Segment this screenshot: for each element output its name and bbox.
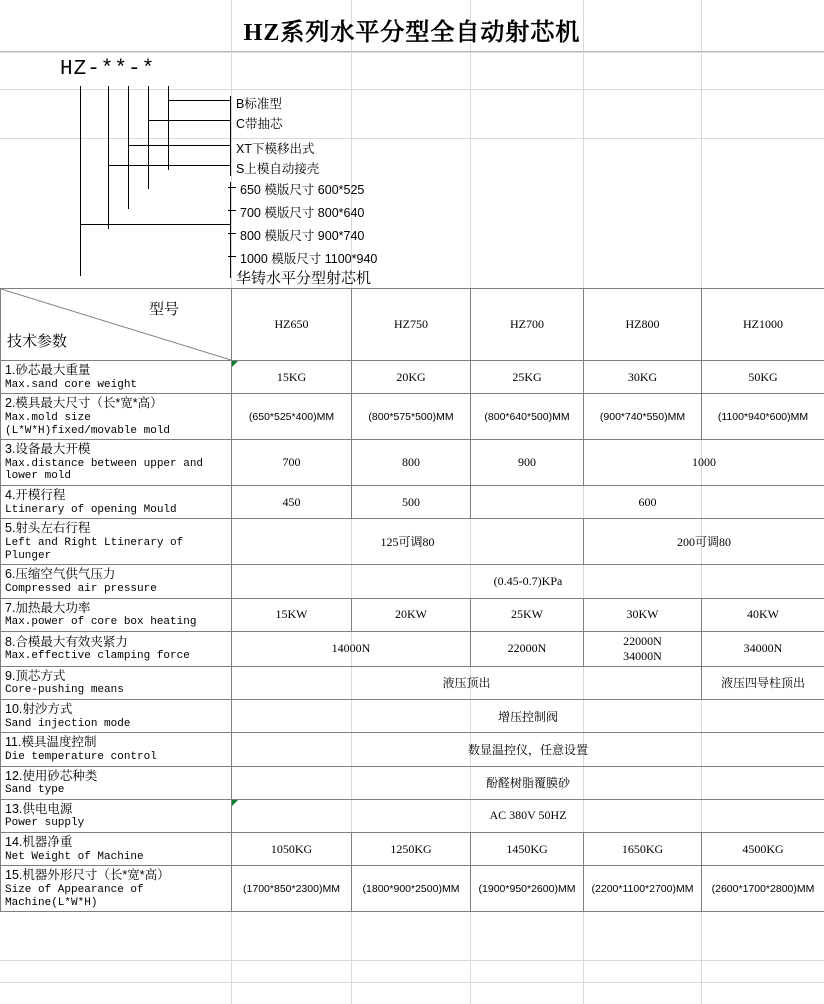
- model-header-1: HZ750: [352, 289, 471, 361]
- table-row: [1, 519, 824, 565]
- value-cell: [232, 866, 352, 912]
- value-text: 增压控制阀: [497, 709, 558, 724]
- table-row: [1, 733, 824, 766]
- leader-line: [80, 86, 81, 276]
- value-text: 22000N: [623, 633, 662, 648]
- leader-tick: [228, 256, 236, 257]
- value-text: 450: [282, 494, 301, 509]
- page-title: HZ系列水平分型全自动射芯机: [243, 20, 581, 46]
- param-cell: [1, 866, 232, 912]
- value-cell: [702, 866, 824, 912]
- value-cell: [584, 361, 702, 394]
- value-text: (0.45-0.7)KPa: [493, 573, 563, 588]
- param-label-cn: 11.模具温度控制: [5, 735, 97, 750]
- value-cell: [352, 598, 471, 631]
- param-label-en: Max.effective clamping force: [5, 650, 190, 663]
- leader-line: [148, 120, 230, 121]
- param-label-cn: 2.模具最大尺寸（长*宽*高）: [5, 396, 163, 411]
- table-row: [1, 565, 824, 598]
- value-text: 34000N: [623, 648, 662, 663]
- value-cell: [471, 440, 584, 486]
- param-label-en: Power supply: [5, 817, 85, 830]
- value-cell: [232, 361, 352, 394]
- value-cell: [471, 394, 584, 440]
- param-cell: [1, 631, 232, 666]
- table-row: [1, 486, 824, 519]
- value-text: 40KW: [747, 607, 779, 622]
- leader-tick: [228, 233, 236, 234]
- table-row: [1, 440, 824, 486]
- param-label-cn: 10.射沙方式: [5, 702, 73, 717]
- value-cell: [352, 866, 471, 912]
- param-cell: [1, 361, 232, 394]
- value-cell: [471, 486, 824, 519]
- value-text: 900: [518, 455, 536, 470]
- value-cell: [232, 833, 352, 866]
- value-text: 1000: [692, 455, 716, 470]
- value-text: 4500KG: [742, 841, 784, 856]
- param-cell: [1, 666, 232, 699]
- leader-line: [128, 86, 129, 209]
- value-cell: [584, 866, 702, 912]
- param-cell: [1, 833, 232, 866]
- value-text: 1050KG: [270, 841, 313, 856]
- value-text: (900*740*550)MM: [599, 411, 686, 424]
- value-text: 液压顶出: [442, 676, 491, 691]
- param-label-en: Net Weight of Machine: [5, 850, 144, 863]
- leader-spine: [230, 96, 231, 176]
- value-text: 600: [638, 494, 657, 509]
- param-label-en: Max.sand core weight: [5, 378, 138, 391]
- leader-line: [168, 100, 230, 101]
- value-text: 50KG: [748, 369, 778, 384]
- value-text: (1100*940*600)MM: [717, 411, 809, 424]
- param-label-cn: 9.顶芯方式: [5, 668, 66, 683]
- value-cell: [352, 440, 471, 486]
- value-text: AC 380V 50HZ: [489, 808, 567, 823]
- model-header-4: HZ1000: [702, 289, 824, 361]
- value-cell: [584, 519, 824, 565]
- value-cell: [232, 631, 471, 666]
- value-cell: [352, 394, 471, 440]
- leader-line: [108, 165, 230, 166]
- value-text: 1450KG: [506, 841, 548, 856]
- param-cell: [1, 598, 232, 631]
- value-text: 15KG: [276, 369, 307, 384]
- value-cell: [702, 666, 824, 699]
- param-label-cn: 8.合模最大有效夹紧力: [5, 634, 128, 649]
- param-cell: [1, 440, 232, 486]
- value-text: (650*525*400)MM: [248, 411, 335, 424]
- value-text: 700: [282, 455, 301, 470]
- value-cell: [471, 598, 584, 631]
- value-cell: [352, 486, 471, 519]
- legend-suffix-3: S上模自动接壳: [236, 162, 320, 176]
- value-text: 125可调80: [380, 535, 435, 550]
- param-label-en: Core-pushing means: [5, 684, 124, 697]
- model-code: HZ-**-*: [60, 58, 156, 81]
- leader-line: [108, 86, 109, 229]
- value-text: (800*640*500)MM: [484, 411, 570, 424]
- value-cell: [584, 833, 702, 866]
- param-label-en: Compressed air pressure: [5, 582, 157, 595]
- value-text: 20KG: [396, 369, 426, 384]
- param-cell: [1, 700, 232, 733]
- leader-line: [148, 86, 149, 189]
- value-cell: [702, 598, 824, 631]
- value-cell: [702, 833, 824, 866]
- param-cell: [1, 519, 232, 565]
- value-cell: [702, 631, 824, 666]
- value-text: 15KW: [275, 607, 308, 622]
- model-header-2: HZ700: [471, 289, 584, 361]
- value-text: 34000N: [743, 641, 783, 656]
- value-cell: [702, 394, 824, 440]
- value-cell: [232, 486, 352, 519]
- param-label-cn: 15.机器外形尺寸（长*宽*高）: [5, 868, 170, 883]
- leader-spine: [230, 182, 231, 278]
- value-text: (1800*900*2500)MM: [362, 883, 460, 896]
- value-cell: [352, 833, 471, 866]
- value-cell: [584, 440, 824, 486]
- title-row: [0, 0, 824, 52]
- param-label-en: Die temperature control: [5, 750, 157, 763]
- param-label-cn: 1.砂芯最大重量: [5, 363, 91, 377]
- value-cell: [232, 440, 352, 486]
- value-cell: [232, 394, 352, 440]
- param-label-en: Sand injection mode: [5, 717, 131, 730]
- model-header-3: HZ800: [584, 289, 702, 361]
- param-cell: [1, 486, 232, 519]
- value-text: 22000N: [507, 641, 547, 656]
- table-header-row: [1, 289, 824, 361]
- legend-suffix-1: C带抽芯: [236, 117, 283, 131]
- value-text: 25KG: [512, 369, 542, 384]
- value-cell: [232, 766, 824, 799]
- table-row: [1, 866, 824, 912]
- value-text: 1650KG: [621, 841, 664, 856]
- spec-table: [0, 288, 824, 912]
- value-cell: [471, 631, 584, 666]
- param-label-cn: 13.供电电源: [5, 801, 73, 816]
- table-row: [1, 361, 824, 394]
- value-cell: [584, 631, 702, 666]
- param-label-cn: 3.设备最大开模: [5, 442, 91, 457]
- value-cell: [232, 565, 824, 598]
- gridline: [0, 960, 824, 961]
- value-cell: [232, 666, 702, 699]
- value-text: 14000N: [331, 641, 371, 656]
- legend-size-3: 1000 模版尺寸 1100*940: [240, 252, 378, 266]
- param-cell: [1, 733, 232, 766]
- param-cell: [1, 766, 232, 799]
- value-cell: [702, 361, 824, 394]
- value-cell: [584, 394, 702, 440]
- param-label-cn: 7.加热最大功率: [5, 600, 91, 615]
- param-label-en: Size of Appearance of Machine(L*W*H): [5, 884, 144, 909]
- table-row: [1, 666, 824, 699]
- param-label-cn: 14.机器净重: [5, 835, 73, 850]
- param-label-en: Left and Right Ltinerary of Plunger: [5, 536, 184, 562]
- table-row: [1, 833, 824, 866]
- param-header-label: 技术参数: [7, 333, 68, 350]
- param-label-en: Sand type: [5, 784, 65, 797]
- leader-line: [80, 224, 230, 225]
- value-text: 1250KG: [390, 841, 432, 856]
- value-cell: [352, 361, 471, 394]
- value-text: 800: [402, 455, 420, 470]
- corner-cell: [1, 289, 232, 361]
- table-row: [1, 394, 824, 440]
- param-label-cn: 5.射头左右行程: [5, 521, 91, 536]
- table-row: [1, 799, 824, 832]
- model-header-0: HZ650: [232, 289, 352, 361]
- table-row: [1, 598, 824, 631]
- value-text: (2200*1100*2700)MM: [591, 883, 694, 896]
- value-text: 25KW: [511, 607, 543, 622]
- legend-size-1: 700 模版尺寸 800*640: [240, 206, 365, 220]
- param-label-en: Ltinerary of opening Mould: [5, 503, 177, 516]
- value-text: 500: [402, 494, 420, 509]
- value-cell: [471, 866, 584, 912]
- value-cell: [232, 519, 584, 565]
- table-row: [1, 631, 824, 666]
- value-text: 30KW: [626, 607, 659, 622]
- value-text: 200可调80: [676, 535, 731, 550]
- legend-suffix-0: B标准型: [236, 97, 282, 111]
- value-cell: [232, 733, 824, 766]
- value-text: (1700*850*2300)MM: [243, 883, 340, 896]
- param-label-en: Max.distance between upper and lower mold: [5, 457, 204, 483]
- value-text: 液压四导柱顶出: [720, 676, 805, 691]
- param-cell: [1, 565, 232, 598]
- value-text: (800*575*500)MM: [368, 411, 454, 424]
- model-code-diagram: [0, 52, 824, 288]
- value-text: 20KW: [395, 607, 427, 622]
- param-cell: [1, 394, 232, 440]
- legend-size-2: 800 模版尺寸 900*740: [240, 229, 365, 243]
- param-label-cn: 4.开模行程: [5, 488, 66, 503]
- leader-tick: [228, 210, 236, 211]
- param-label-cn: 12.使用砂芯种类: [5, 768, 98, 783]
- value-cell: [584, 598, 702, 631]
- value-cell: [232, 700, 824, 733]
- model-header-label: 型号: [148, 301, 179, 318]
- value-text: (1900*950*2600)MM: [478, 883, 576, 896]
- value-text: 酚醛树脂覆膜砂: [485, 776, 570, 791]
- table-row: [1, 700, 824, 733]
- table-row: [1, 766, 824, 799]
- value-text: 30KG: [627, 369, 658, 384]
- value-text: 数显温控仪，任意设置: [467, 742, 588, 757]
- leader-line: [128, 145, 230, 146]
- gridline: [0, 982, 824, 983]
- param-label-en: Max.mold size (L*W*H)fixed/movable mold: [5, 411, 171, 437]
- value-cell: [232, 598, 352, 631]
- value-cell: [471, 833, 584, 866]
- value-text: (2600*1700*2800)MM: [711, 883, 815, 896]
- param-cell: [1, 799, 232, 832]
- legend-size-0: 650 模版尺寸 600*525: [240, 183, 365, 197]
- leader-tick: [228, 187, 236, 188]
- brand-label: 华铸水平分型射芯机: [236, 270, 372, 287]
- value-cell: [471, 361, 584, 394]
- param-label-cn: 6.压缩空气供气压力: [5, 567, 116, 582]
- value-cell: [232, 799, 824, 832]
- legend-suffix-2: XT下模移出式: [236, 142, 315, 156]
- param-label-en: Max.power of core box heating: [5, 616, 197, 629]
- leader-line: [168, 86, 169, 170]
